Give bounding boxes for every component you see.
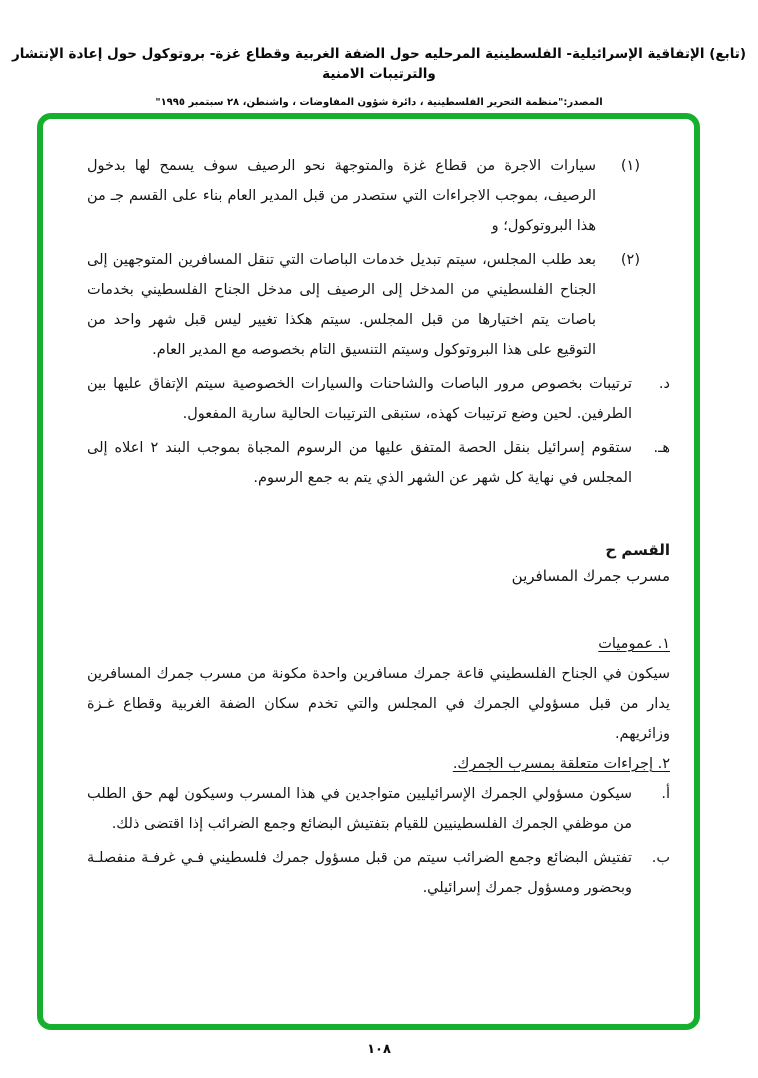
list-item-marker: د.: [658, 376, 670, 392]
clause-1-paragraph: سيكون في الجناح الفلسطيني قاعة جمرك مسافرين واحدة مكونة من مسرب جمرك المسافرين يدار من قبل مسؤولي الجمرك في المجلس والتي تخدم سكان الضفة الغربية وقطاع غـزة وزائريهم.: [87, 666, 670, 742]
clause-2-list: [87, 779, 670, 903]
list-item-text: ترتيبات بخصوص مرور الباصات والشاحنات والسيارات الخصوصية سيتم الإتفاق عليها بين الطرفين. لحين وضع ترتيبات كهذه، ستبقى الترتيبات الحالية سارية المفعول.: [87, 376, 632, 422]
section-title: القسم ح: [605, 541, 670, 559]
list-item-text: سيكون مسؤولي الجمرك الإسرائيليين متواجدين في هذا المسرب وسيكون لهم حق الطلب من موظفي الجمرك الفلسطينيين للقيام بتفتيش البضائع وجمع الضرائب إذا اقتضى ذلك.: [87, 786, 632, 832]
list-item-marker: ب.: [651, 850, 670, 866]
list-item: [87, 843, 670, 903]
document-title: (تابع) الإتفاقية الإسرائيلية- الفلسطينية المرحليه حول الضفة الغربية وقطاع غزة- بروتوكول حول إعادة الإنتشار والترتيبات الامنية: [11, 46, 747, 82]
list-item-marker: هـ.: [653, 440, 670, 456]
lettered-list: [87, 369, 670, 493]
page-number: ١٠٨: [367, 1042, 391, 1057]
clause-2-heading: ٢. إجراءات متعلقة بمسرب الجمرك.: [452, 756, 670, 772]
clause-1-heading: ١. عموميات: [598, 636, 670, 652]
page-header: [10, 44, 748, 108]
list-item: [87, 433, 670, 493]
list-item-text: بعد طلب المجلس، سيتم تبديل خدمات الباصات التي تنقل المسافرين المتوجهين إلى الجناح الفلسطيني من المدخل إلى الرصيف إلى مدخل الجناح الفلسطيني بخدمات باصات يتم اختيارها من قبل المجلس. سيتم هكذا تغيير ليس قبل شهر واحد من التوقيع على هذا البروتوكول وسيتم التنسيق التام بخصوصه مع المدير العام.: [87, 252, 596, 358]
list-item-text: ستقوم إسرائيل بنقل الحصة المتفق عليها من الرسوم المجباة بموجب البند ٢ اعلاه إلى المجلس في نهاية كل شهر عن الشهر الذي يتم به جمع الرسوم.: [87, 440, 632, 486]
section-heading: [87, 537, 670, 589]
list-item: [87, 779, 670, 839]
numbered-list: [87, 151, 670, 365]
list-item-text: تفتيش البضائع وجمع الضرائب سيتم من قبل مسؤول جمرك فلسطيني فـي غرفـة منفصلـة وبحضور ومسؤول جمرك إسرائيلي.: [87, 850, 632, 896]
document-frame: [37, 113, 700, 1030]
list-item-marker: (١): [620, 158, 640, 174]
document-source-line: المصدر:"منظمة التحرير الفلسطينية ، دائرة شؤون المفاوضات ، واشنطن، ٢٨ سبتمبر ١٩٩٥": [155, 97, 603, 108]
list-item: [87, 245, 640, 365]
list-item-marker: (٢): [620, 252, 640, 268]
list-item: [87, 151, 640, 241]
list-item-text: سيارات الاجرة من قطاع غزة والمتوجهة نحو الرصيف سوف يسمح لها بدخول الرصيف، بموجب الاجراءات التي ستصدر من قبل المدير العام بناء على القسم جـ من هذا البروتوكول؛ و: [87, 158, 596, 234]
list-item: [87, 369, 670, 429]
list-item-marker: أ.: [661, 786, 670, 802]
section-subtitle: مسرب جمرك المسافرين: [511, 567, 670, 585]
